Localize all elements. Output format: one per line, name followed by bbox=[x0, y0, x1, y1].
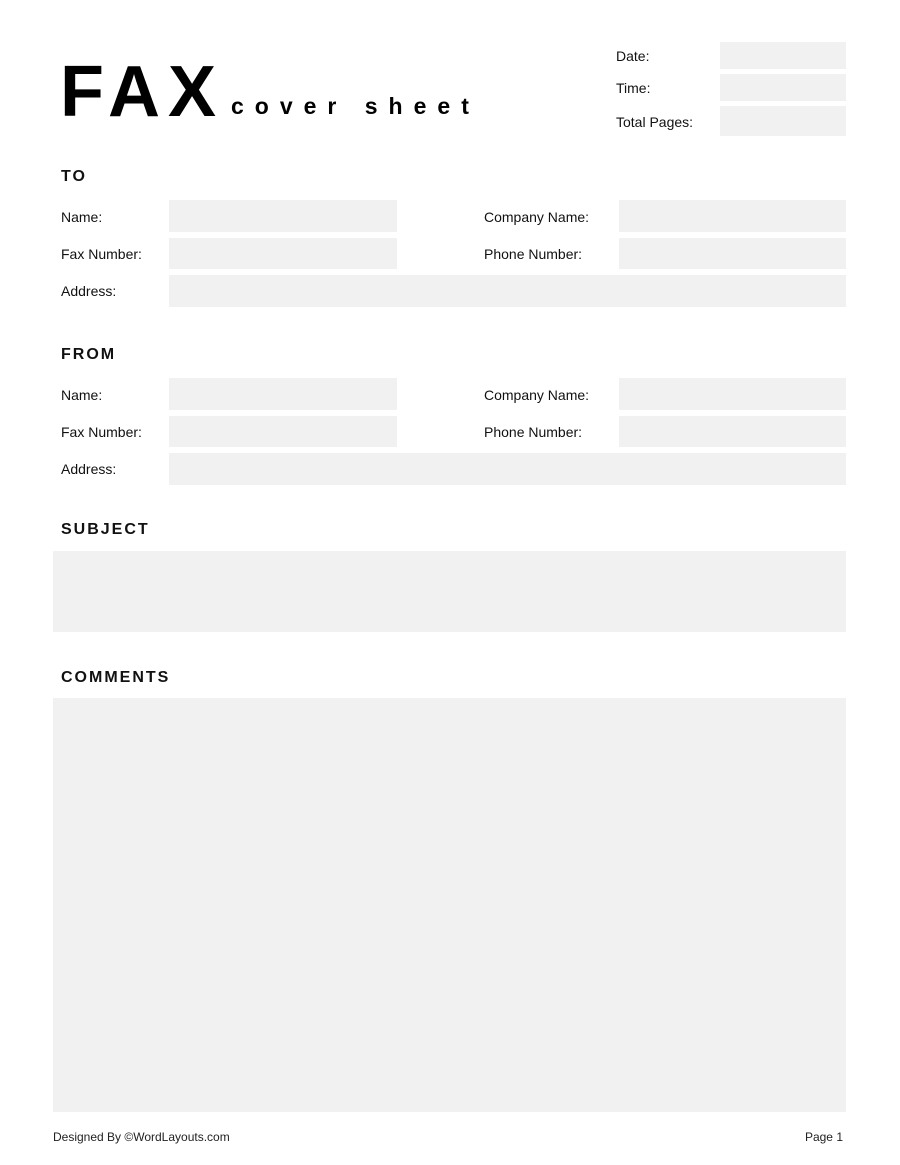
to-fax-label: Fax Number: bbox=[61, 246, 142, 262]
from-address-label: Address: bbox=[61, 461, 117, 477]
to-phone-field[interactable] bbox=[619, 238, 846, 269]
footer-credit: Designed By ©WordLayouts.com bbox=[53, 1130, 230, 1144]
from-phone-label: Phone Number: bbox=[484, 424, 583, 440]
from-company-label: Company Name: bbox=[484, 387, 590, 403]
from-fax-field[interactable] bbox=[169, 416, 397, 447]
total-pages-label: Total Pages: bbox=[616, 114, 694, 130]
from-name-field[interactable] bbox=[169, 378, 397, 410]
time-label: Time: bbox=[616, 80, 651, 96]
cover-sheet-subtitle: cover sheet bbox=[231, 93, 480, 119]
to-address-field[interactable] bbox=[169, 275, 846, 307]
fax-title: FAX bbox=[60, 52, 225, 132]
to-fax-field[interactable] bbox=[169, 238, 397, 269]
to-address-label: Address: bbox=[61, 283, 117, 299]
total-pages-field[interactable] bbox=[720, 106, 846, 136]
from-heading: FROM bbox=[61, 346, 117, 363]
comments-heading: COMMENTS bbox=[61, 669, 171, 686]
from-company-field[interactable] bbox=[619, 378, 846, 410]
date-label: Date: bbox=[616, 48, 650, 64]
to-name-field[interactable] bbox=[169, 200, 397, 232]
to-company-label: Company Name: bbox=[484, 209, 590, 225]
to-name-label: Name: bbox=[61, 209, 103, 225]
to-phone-label: Phone Number: bbox=[484, 246, 583, 262]
from-fax-label: Fax Number: bbox=[61, 424, 142, 440]
from-address-field[interactable] bbox=[169, 453, 846, 485]
page-number: Page 1 bbox=[804, 1130, 843, 1144]
to-company-field[interactable] bbox=[619, 200, 846, 232]
to-heading: TO bbox=[61, 168, 87, 185]
date-field[interactable] bbox=[720, 42, 846, 69]
comments-field[interactable] bbox=[53, 698, 846, 1112]
from-phone-field[interactable] bbox=[619, 416, 846, 447]
subject-field[interactable] bbox=[53, 551, 846, 632]
from-name-label: Name: bbox=[61, 387, 103, 403]
time-field[interactable] bbox=[720, 74, 846, 101]
subject-heading: SUBJECT bbox=[61, 521, 150, 538]
